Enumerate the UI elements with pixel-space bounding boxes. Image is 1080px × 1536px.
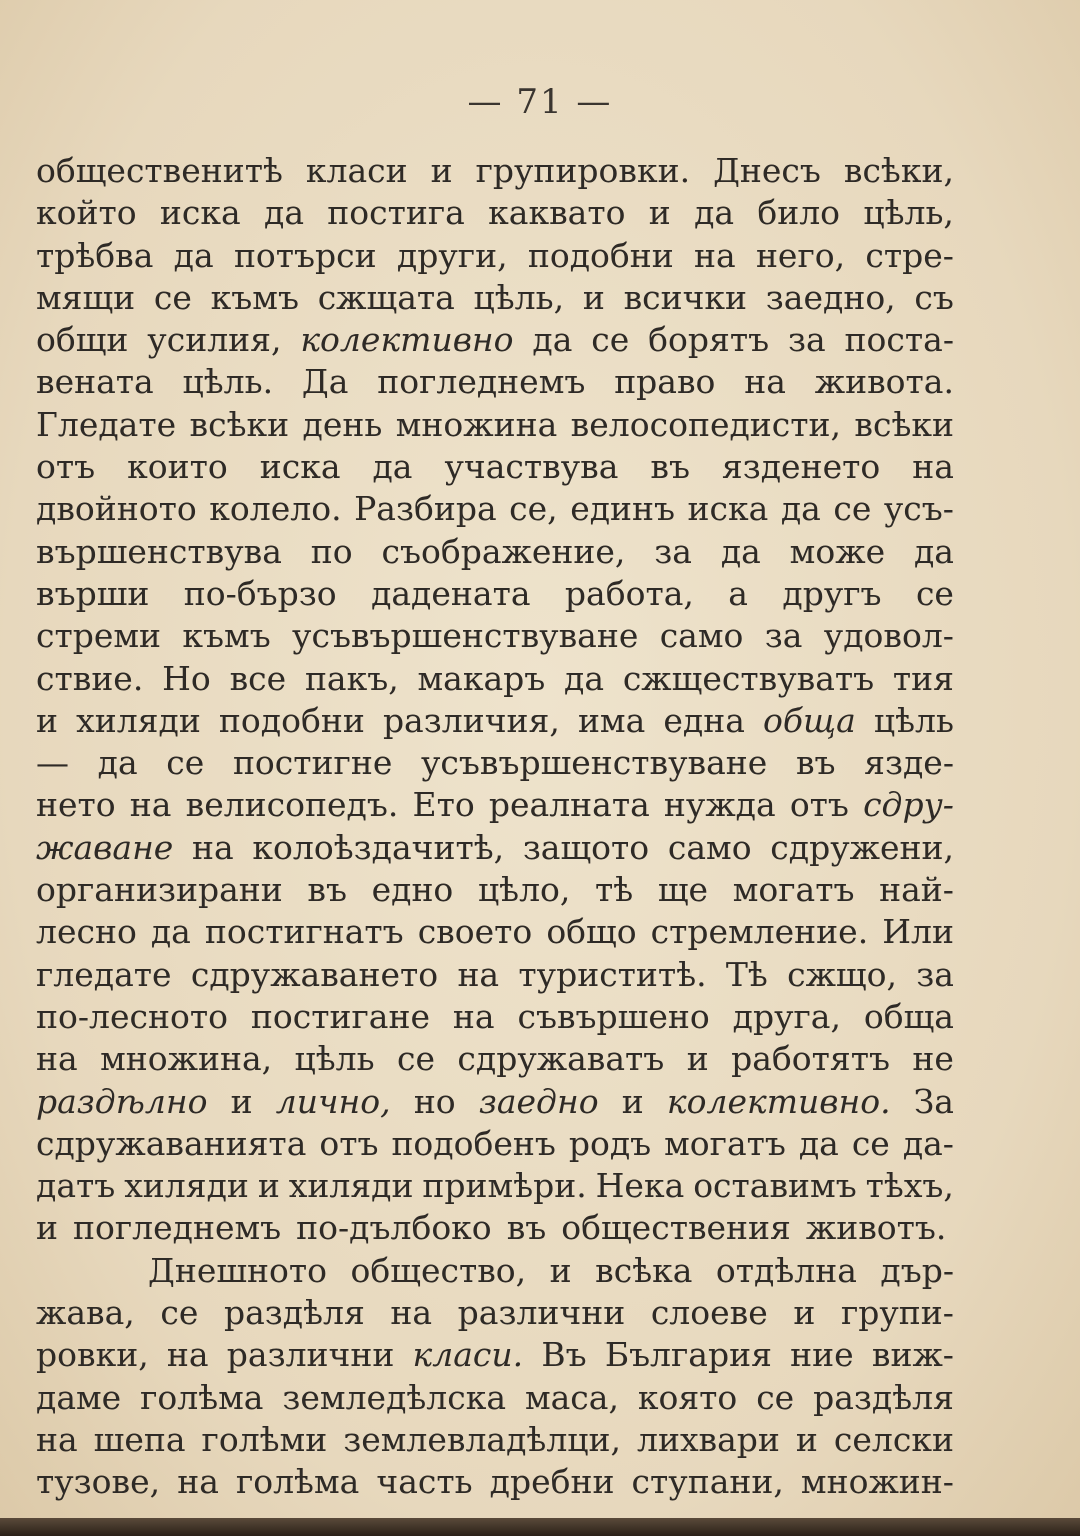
word: за [916, 954, 954, 994]
word: вършенствува [36, 531, 282, 571]
word: всѣки [854, 404, 954, 444]
italic-word: класи. [412, 1335, 524, 1375]
word: съ [914, 277, 954, 317]
word: само [667, 827, 752, 867]
word: иска [259, 447, 341, 487]
word: погледнемъ [73, 1208, 282, 1248]
text-line [36, 192, 954, 234]
word: по-дълбоко [296, 1208, 492, 1248]
word: За [913, 1081, 954, 1121]
word: но [413, 1081, 456, 1121]
word: гледате [36, 954, 172, 994]
word: общи [36, 320, 129, 360]
word: групировки. [475, 151, 691, 190]
italic-word: заедно [478, 1081, 599, 1121]
word: отъ [36, 447, 96, 487]
word: всички [623, 277, 748, 317]
text-line [36, 827, 954, 869]
word: потърси [233, 235, 377, 275]
italic-word: обща [763, 700, 856, 740]
word: дър- [880, 1250, 954, 1290]
word: поста- [844, 320, 954, 360]
text-line [36, 235, 954, 277]
word: отдѣлна [715, 1250, 857, 1290]
word: Но [162, 658, 211, 698]
word: на [452, 996, 495, 1036]
word: могатъ [664, 1123, 786, 1163]
word: не [912, 1039, 954, 1079]
word: Да [301, 362, 349, 402]
word: обща [863, 996, 954, 1036]
word: другъ [782, 573, 882, 613]
word: усъвършенствуване [292, 616, 639, 656]
word: да [564, 658, 605, 698]
word: се [851, 1123, 890, 1163]
word: борятъ [648, 320, 770, 360]
word: макаръ [417, 658, 546, 698]
word: отъ [789, 785, 849, 825]
word: трѣбва [36, 235, 154, 275]
page-bottom-edge [0, 1518, 1080, 1536]
word: да- [902, 1123, 954, 1163]
text-line [36, 1165, 954, 1207]
word: да [694, 193, 735, 233]
word: на [36, 1419, 78, 1459]
word: реалната [488, 785, 650, 825]
text-line [36, 319, 954, 361]
word: постигнатъ [204, 912, 404, 952]
word: виж- [871, 1335, 954, 1375]
word: въ [506, 1208, 547, 1248]
word: се [397, 1039, 436, 1079]
word: различни [457, 1293, 626, 1333]
word: се [591, 320, 630, 360]
word: право [614, 362, 716, 402]
text-line [36, 361, 954, 403]
word: усилия, [147, 320, 282, 360]
word: Ето [412, 785, 475, 825]
word: се [166, 743, 205, 783]
word: двойното [36, 489, 197, 529]
word: пакъ, [304, 658, 399, 698]
word: заедно, [765, 277, 896, 317]
word: сдружени, [770, 827, 954, 867]
text-line [36, 1292, 954, 1334]
word: живота. [814, 362, 954, 402]
text-line [36, 446, 954, 488]
word: слоеве [650, 1293, 768, 1333]
word: Гледате [36, 404, 177, 444]
text-line [36, 488, 954, 530]
word: се [160, 1293, 199, 1333]
word: дадената [371, 573, 531, 613]
word: примѣри. [422, 1166, 587, 1206]
word: къмъ [210, 277, 299, 317]
word: отъ [319, 1123, 379, 1163]
text-line [36, 150, 954, 192]
word: въ [795, 743, 836, 783]
word: най- [879, 870, 954, 910]
word: голѣми [201, 1419, 328, 1459]
word: велосопедисти, [570, 404, 842, 444]
text-line [36, 1334, 954, 1376]
word: нето [36, 785, 116, 825]
italic-word: раздѣлно [36, 1081, 208, 1121]
text-line [36, 615, 954, 657]
word: на [457, 954, 500, 994]
word: класи [305, 151, 408, 190]
word: сдружаването [190, 954, 439, 994]
word: участвува [444, 447, 619, 487]
word: се [756, 1377, 795, 1417]
word: върши [36, 573, 150, 613]
word: постигане [250, 996, 430, 1036]
word: и [430, 151, 453, 190]
word: съвършено [517, 996, 710, 1036]
word: да [720, 531, 761, 571]
word: и [230, 1081, 253, 1121]
word: стремление. [650, 912, 869, 952]
word: иска [159, 193, 241, 233]
word: да [913, 531, 954, 571]
word: на [912, 447, 954, 487]
word: да [372, 447, 413, 487]
word: цѣль. [182, 362, 274, 402]
word: все [229, 658, 287, 698]
word: каквато [488, 193, 626, 233]
word: общо [546, 912, 637, 952]
word: туриститѣ. [518, 954, 707, 994]
word: иска [687, 489, 769, 529]
word: Тѣ [725, 954, 768, 994]
word: и [36, 1208, 58, 1248]
word: да [173, 235, 214, 275]
word: хиляди [76, 700, 201, 740]
text-line [36, 700, 954, 742]
word: тѣ [595, 870, 634, 910]
body-text [36, 150, 954, 1504]
text-line [36, 1038, 954, 1080]
word: има [577, 700, 646, 740]
word: шепа [93, 1419, 186, 1459]
text-line [36, 1419, 954, 1461]
word: тѣхъ, [865, 1166, 954, 1206]
word: може [789, 531, 886, 571]
word: за [787, 320, 826, 360]
word: обществения [561, 1208, 791, 1248]
word: подобенъ [391, 1123, 556, 1163]
word: се, [509, 489, 558, 529]
word: своето [417, 912, 533, 952]
word: други, [396, 235, 508, 275]
word: и [549, 1250, 572, 1290]
word: даме [36, 1377, 122, 1417]
text-line [36, 996, 954, 1038]
word: нужда [663, 785, 776, 825]
word: тия [892, 658, 954, 698]
word: Въ [541, 1335, 587, 1375]
word: да [264, 193, 304, 233]
word: усъвършенствуване [421, 743, 768, 783]
word: работа, [564, 573, 694, 613]
word: да [532, 320, 573, 360]
text-line [36, 911, 954, 953]
word: множин- [800, 1462, 954, 1502]
word: Нека [595, 1166, 685, 1206]
word: стре- [865, 235, 954, 275]
word: групи- [840, 1293, 954, 1333]
word: животъ. [805, 1208, 947, 1248]
word: общественитѣ [36, 151, 283, 190]
italic-word: жаване [36, 827, 174, 867]
word: раздѣля [813, 1377, 954, 1417]
word: подобни [527, 235, 674, 275]
word: цѣло, [477, 870, 571, 910]
word: дребни [489, 1462, 615, 1502]
page-number: — 71 — [467, 82, 613, 122]
italic-word: лично, [275, 1081, 391, 1121]
word: се [153, 277, 192, 317]
word: оставимъ [693, 1166, 857, 1206]
word: по-лесното [36, 996, 228, 1036]
word: тузове, [36, 1462, 161, 1502]
word: хиляди [288, 1166, 414, 1206]
word: цѣль [294, 1039, 375, 1079]
word: Днесъ [713, 151, 821, 190]
word: сдружаванията [36, 1123, 307, 1163]
text-line [36, 277, 954, 319]
word: които [127, 447, 228, 487]
word: въ [650, 447, 690, 487]
text-line [36, 1377, 954, 1419]
word: маса, [524, 1377, 619, 1417]
text-line [36, 658, 954, 700]
word: да [97, 743, 138, 783]
word: се [915, 573, 954, 613]
word: стреми [36, 616, 162, 656]
word: на [694, 235, 736, 275]
word: колоѣздачитѣ, [252, 827, 505, 867]
word: защото [522, 827, 650, 867]
italic-word: сдру- [863, 785, 954, 825]
word: и [621, 1081, 644, 1121]
word: да [780, 489, 821, 529]
word: на [166, 1335, 209, 1375]
word: погледнемъ [377, 362, 586, 402]
word: ровки, [36, 1335, 149, 1375]
word: единъ [570, 489, 676, 529]
word: удовол- [823, 616, 954, 656]
word: ние [790, 1335, 854, 1375]
text-line [36, 1207, 954, 1249]
word: сдружаватъ [457, 1039, 665, 1079]
word: и [36, 700, 58, 740]
word: и [582, 277, 605, 317]
word: Днешното [148, 1250, 328, 1290]
word: друга, [732, 996, 841, 1036]
word: всѣки, [843, 151, 954, 190]
word: ствие. [36, 658, 144, 698]
word: землевладѣлци, [343, 1419, 621, 1459]
word: сжщата [317, 277, 455, 317]
word: Или [882, 912, 954, 952]
word: могатъ [732, 870, 855, 910]
word: хиляди [124, 1166, 249, 1206]
word: по [310, 531, 353, 571]
word: множина [395, 404, 558, 444]
word: ступани, [631, 1462, 784, 1502]
word: а [728, 573, 748, 613]
word: селски [833, 1419, 954, 1459]
word: на [36, 1039, 78, 1079]
word: лихвари [636, 1419, 780, 1459]
word: къмъ [182, 616, 271, 656]
word: само [659, 616, 744, 656]
italic-word: колективно [300, 320, 514, 360]
word: на [192, 827, 234, 867]
word: било [757, 193, 841, 233]
word: раздѣля [223, 1293, 365, 1333]
word: голѣма [235, 1462, 360, 1502]
word: колело. [209, 489, 342, 529]
word: жава, [36, 1293, 135, 1333]
word: постигне [232, 743, 393, 783]
text-line [36, 1461, 954, 1503]
word: на [744, 362, 786, 402]
word: общество, [350, 1250, 527, 1290]
word: да [798, 1123, 839, 1163]
word: различни [226, 1335, 395, 1375]
text-line [36, 954, 954, 996]
word: сжщо, [787, 954, 897, 994]
word: работятъ [731, 1039, 890, 1079]
word: на [177, 1462, 219, 1502]
word: за [764, 616, 803, 656]
word: часть [376, 1462, 473, 1502]
word: всѣки [189, 404, 290, 444]
word: земледѣлска [282, 1377, 507, 1417]
word: всѣка [595, 1250, 693, 1290]
word: голѣма [140, 1377, 264, 1417]
word: и [648, 193, 671, 233]
word: и [793, 1293, 816, 1333]
text-line [36, 869, 954, 911]
word: постига [327, 193, 465, 233]
text-line [36, 1123, 954, 1165]
word: язде- [864, 743, 954, 783]
word: една [663, 700, 745, 740]
text-line [36, 784, 954, 826]
word: и [686, 1039, 709, 1079]
word: усъ- [883, 489, 954, 529]
word: день [302, 404, 383, 444]
word: и [257, 1166, 280, 1206]
word: цѣль, [473, 277, 565, 317]
italic-word: колективно. [666, 1081, 891, 1121]
text-line [36, 1250, 954, 1292]
word: който [36, 193, 137, 233]
text-line [36, 404, 954, 446]
word: за [654, 531, 692, 571]
word: родъ [568, 1123, 652, 1163]
word: организирани [36, 870, 283, 910]
word: едно [371, 870, 454, 910]
word: на [129, 785, 172, 825]
word: него, [755, 235, 846, 275]
word: съображение, [381, 531, 626, 571]
word: яздeнето [721, 447, 881, 487]
word: различия, [382, 700, 560, 740]
text-line [36, 531, 954, 573]
word: по-бързо [183, 573, 337, 613]
text-line [36, 1081, 954, 1123]
word: се [833, 489, 872, 529]
word: България [604, 1335, 772, 1375]
word: която [637, 1377, 738, 1417]
text-line [36, 573, 954, 615]
word: цѣль [873, 700, 954, 740]
word: лесно [36, 912, 137, 952]
word: вената [36, 362, 154, 402]
word: подобни [218, 700, 365, 740]
word: въ [307, 870, 347, 910]
word: цѣль, [863, 193, 954, 233]
word: датъ [36, 1166, 116, 1206]
word: ще [657, 870, 709, 910]
word: да [150, 912, 191, 952]
word: сжществуватъ [622, 658, 875, 698]
word: на [390, 1293, 433, 1333]
word: множина, [100, 1039, 273, 1079]
text-line [36, 742, 954, 784]
word: Разбира [354, 489, 497, 529]
word: велисопедъ. [185, 785, 399, 825]
word: мящи [36, 277, 136, 317]
word: — [36, 743, 69, 783]
word: и [795, 1419, 818, 1459]
